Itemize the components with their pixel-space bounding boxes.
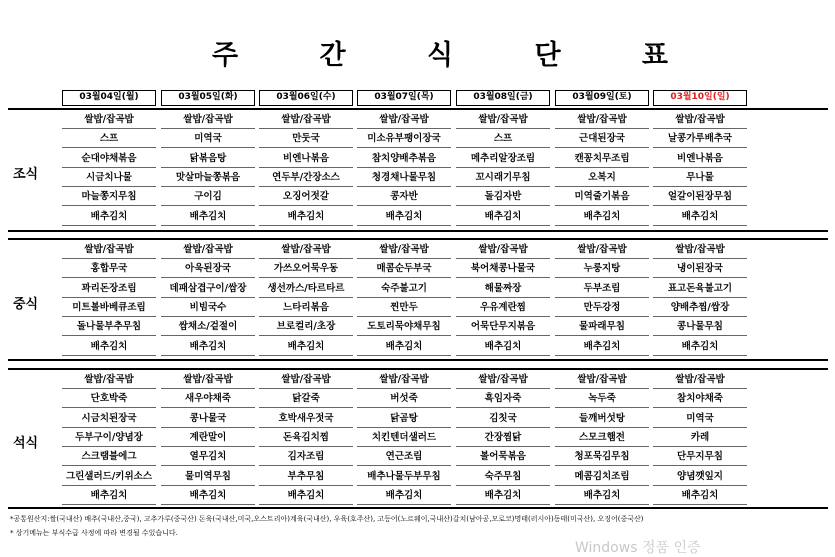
page-title: 주 간 식 단 표 [212, 40, 705, 71]
menu-item: 배추김치 [161, 208, 255, 226]
menu-item: 비엔나볶음 [653, 150, 747, 168]
date-header-cell: 03월09일(토) [555, 90, 649, 106]
menu-item: 배추김치 [357, 487, 451, 505]
menu-item: 아욱된장국 [161, 260, 255, 278]
menu-item: 시금치나물 [62, 169, 156, 187]
menu-item: 카레 [653, 429, 747, 447]
menu-item: 숙주불고기 [357, 280, 451, 298]
menu-item: 계란말이 [161, 429, 255, 447]
menu-item: 돈육김치찜 [259, 429, 353, 447]
menu-item: 연두부/간장소스 [259, 169, 353, 187]
menu-item: 들깨버섯탕 [555, 410, 649, 428]
menu-item: 간장찜닭 [456, 429, 550, 447]
menu-item: 스프 [62, 130, 156, 148]
menu-item: 날콩가루배추국 [653, 130, 747, 148]
menu-item: 미소유부팽이장국 [357, 130, 451, 148]
date-header-cell: 03월10일(일) [653, 90, 747, 106]
menu-item: 구이김 [161, 188, 255, 206]
date-header-cell: 03월05일(화) [161, 90, 255, 106]
menu-item: 호박새우젓국 [259, 410, 353, 428]
menu-item: 메콤김치조림 [555, 468, 649, 486]
menu-item: 배추김치 [653, 338, 747, 356]
menu-item: 근대된장국 [555, 130, 649, 148]
menu-item: 쌀밥/잡곡밥 [357, 241, 451, 259]
menu-item: 쌀밥/잡곡밥 [357, 111, 451, 129]
menu-item: 쌀밥/잡곡밥 [653, 111, 747, 129]
menu-item: 배추김치 [62, 487, 156, 505]
menu-item: 가쓰오어묵우동 [259, 260, 353, 278]
menu-item: 물파래무침 [555, 318, 649, 336]
menu-item: 미트볼바베큐조림 [62, 299, 156, 317]
menu-item: 맛살마늘쫑볶음 [161, 169, 255, 187]
menu-item: 오복지 [555, 169, 649, 187]
menu-item: 두부조림 [555, 280, 649, 298]
menu-item: 우유계란찜 [456, 299, 550, 317]
menu-item: 쌈채소/겉절이 [161, 318, 255, 336]
menu-item: 돌나물부추무침 [62, 318, 156, 336]
date-header-cell: 03월07일(목) [357, 90, 451, 106]
menu-item: 미역국 [653, 410, 747, 428]
menu-item: 데패삼겹구이/쌈장 [161, 280, 255, 298]
menu-item: 돌김자반 [456, 188, 550, 206]
menu-item: 부추무침 [259, 468, 353, 486]
menu-item: 닭곰탕 [357, 410, 451, 428]
menu-item: 배추김치 [456, 487, 550, 505]
menu-item: 쌀밥/잡곡밥 [555, 241, 649, 259]
menu-item: 쌀밥/잡곡밥 [161, 371, 255, 389]
date-header-cell: 03월08일(금) [456, 90, 550, 106]
menu-item: 비빔국수 [161, 299, 255, 317]
change-notice: * 상기메뉴는 부식수급 사정에 따라 변경될 수있습니다. [10, 529, 178, 537]
menu-item: 녹두죽 [555, 390, 649, 408]
date-header-cell: 03월06일(수) [259, 90, 353, 106]
menu-item: 찐만두 [357, 299, 451, 317]
menu-item: 배추나물두부무침 [357, 468, 451, 486]
menu-item: 단무지무침 [653, 448, 747, 466]
menu-item: 배추김치 [259, 487, 353, 505]
menu-item: 볼어묵볶음 [456, 448, 550, 466]
menu-item: 얼갈이된장무침 [653, 188, 747, 206]
menu-item: 순대야채볶음 [62, 150, 156, 168]
menu-item: 누룽지탕 [555, 260, 649, 278]
menu-item: 단호박죽 [62, 390, 156, 408]
menu-item: 쌀밥/잡곡밥 [62, 111, 156, 129]
menu-item: 닭갈죽 [259, 390, 353, 408]
windows-activation-watermark: Windows 정품 인증 [575, 540, 701, 556]
menu-item: 비엔나볶음 [259, 150, 353, 168]
date-header-cell: 03월04일(월) [62, 90, 156, 106]
menu-item: 닭볶음탕 [161, 150, 255, 168]
menu-item: 배추김치 [456, 208, 550, 226]
menu-item: 해물짜장 [456, 280, 550, 298]
menu-item: 메추리알장조림 [456, 150, 550, 168]
menu-item: 무나물 [653, 169, 747, 187]
menu-item: 캔꽁치무조림 [555, 150, 649, 168]
menu-item: 치킨텐더샐러드 [357, 429, 451, 447]
menu-item: 두부구이/양념장 [62, 429, 156, 447]
menu-item: 배추김치 [555, 487, 649, 505]
menu-item: 미역줄기볶음 [555, 188, 649, 206]
breakfast-label: 조식 [13, 167, 39, 182]
menu-item: 배추김치 [653, 208, 747, 226]
menu-item: 청포묵김무침 [555, 448, 649, 466]
origin-note: *공통원산지:쌀(국내산) 배추(국내산,중국), 고추가루(중국산) 돈육(국내산,미국,오스트리아)계육(국내산), 우육(호주산), 고등어(노르웨이,국내산)갈치(남아공,모로코)명태(러시아)동태(미국산), 오징어(중국산) [10, 515, 644, 523]
menu-item: 냉이된장국 [653, 260, 747, 278]
menu-item: 연근조림 [357, 448, 451, 466]
menu-item: 콩나물국 [161, 410, 255, 428]
menu-item: 배추김치 [161, 487, 255, 505]
menu-item: 쌀밥/잡곡밥 [653, 371, 747, 389]
menu-item: 김자조림 [259, 448, 353, 466]
menu-item: 쌀밥/잡곡밥 [456, 111, 550, 129]
menu-item: 숙주무침 [456, 468, 550, 486]
menu-item: 쌀밥/잡곡밥 [456, 371, 550, 389]
menu-item: 미역국 [161, 130, 255, 148]
menu-item: 스프 [456, 130, 550, 148]
menu-item: 쌀밥/잡곡밥 [357, 371, 451, 389]
menu-item: 느타리볶음 [259, 299, 353, 317]
menu-item: 배추김치 [259, 208, 353, 226]
menu-item: 청경채나물무침 [357, 169, 451, 187]
menu-item: 스크램블에그 [62, 448, 156, 466]
menu-item: 쌀밥/잡곡밥 [259, 371, 353, 389]
menu-item: 브로컬리/초장 [259, 318, 353, 336]
menu-item: 만두강정 [555, 299, 649, 317]
menu-item: 시금치된장국 [62, 410, 156, 428]
menu-item: 만둣국 [259, 130, 353, 148]
menu-item: 쌀밥/잡곡밥 [161, 111, 255, 129]
menu-item: 표고돈육불고기 [653, 280, 747, 298]
menu-item: 배추김치 [62, 208, 156, 226]
menu-item: 어묵단무지볶음 [456, 318, 550, 336]
menu-item: 배추김치 [456, 338, 550, 356]
menu-item: 참치양배추볶음 [357, 150, 451, 168]
menu-item: 쌀밥/잡곡밥 [653, 241, 747, 259]
menu-item: 배추김치 [653, 487, 747, 505]
menu-item: 꽈리돈장조림 [62, 280, 156, 298]
menu-item: 스모크햄전 [555, 429, 649, 447]
menu-item: 버섯죽 [357, 390, 451, 408]
menu-item: 마늘쫑지무침 [62, 188, 156, 206]
menu-item: 흑임자죽 [456, 390, 550, 408]
dinner-label: 석식 [13, 436, 39, 451]
menu-item: 콩자반 [357, 188, 451, 206]
menu-item: 배추김치 [62, 338, 156, 356]
menu-item: 콩나물무침 [653, 318, 747, 336]
menu-item: 쌀밥/잡곡밥 [555, 371, 649, 389]
menu-item: 북어채콩나물국 [456, 260, 550, 278]
menu-item: 열무김치 [161, 448, 255, 466]
menu-item: 홍합무국 [62, 260, 156, 278]
menu-item: 물미역무침 [161, 468, 255, 486]
menu-item: 오징어젓갈 [259, 188, 353, 206]
menu-item: 배추김치 [357, 208, 451, 226]
menu-item: 배추김치 [259, 338, 353, 356]
menu-item: 양배추찜/쌈장 [653, 299, 747, 317]
menu-item: 새우야채죽 [161, 390, 255, 408]
lunch-label: 중식 [13, 297, 39, 312]
menu-item: 배추김치 [161, 338, 255, 356]
menu-item: 쌀밥/잡곡밥 [62, 371, 156, 389]
menu-item: 배추김치 [357, 338, 451, 356]
menu-item: 생선까스/타르타르 [259, 280, 353, 298]
menu-item: 쌀밥/잡곡밥 [456, 241, 550, 259]
menu-item: 도토리묵야채무침 [357, 318, 451, 336]
menu-item: 매콤순두부국 [357, 260, 451, 278]
menu-item: 쌀밥/잡곡밥 [62, 241, 156, 259]
menu-item: 배추김치 [555, 338, 649, 356]
menu-item: 쌀밥/잡곡밥 [259, 241, 353, 259]
menu-item: 참치야채죽 [653, 390, 747, 408]
menu-item: 김칫국 [456, 410, 550, 428]
menu-item: 그린샐러드/키위소스 [62, 468, 156, 486]
menu-item: 배추김치 [555, 208, 649, 226]
menu-item: 꼬시래기무침 [456, 169, 550, 187]
menu-item: 쌀밥/잡곡밥 [555, 111, 649, 129]
menu-item: 양념깻잎지 [653, 468, 747, 486]
menu-item: 쌀밥/잡곡밥 [161, 241, 255, 259]
menu-item: 쌀밥/잡곡밥 [259, 111, 353, 129]
